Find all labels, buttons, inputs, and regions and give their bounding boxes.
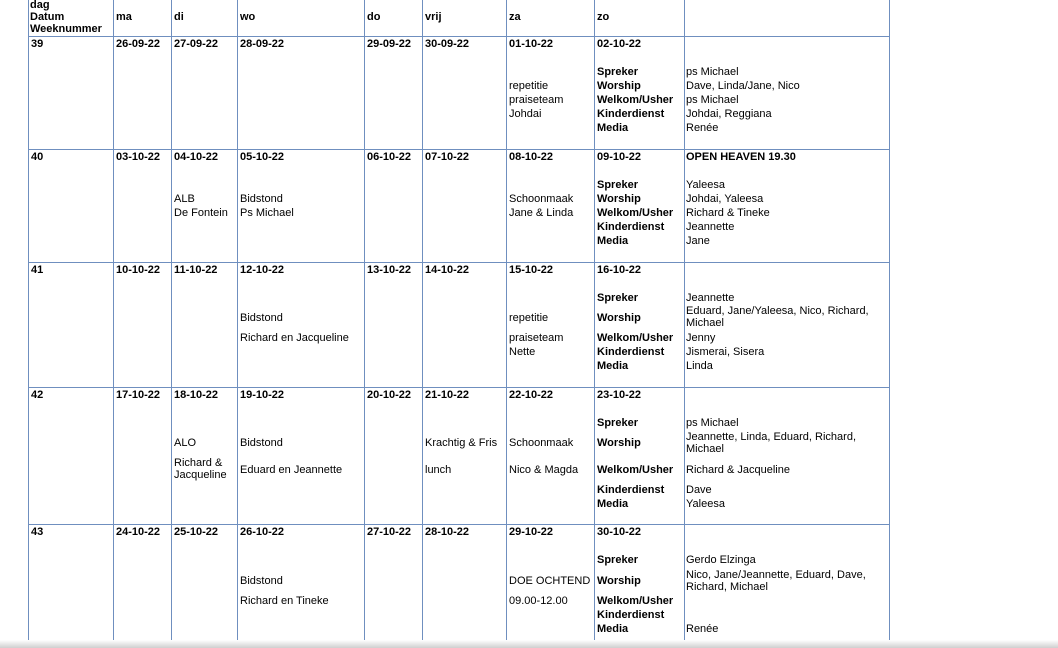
date-cell: 19-10-22: [240, 389, 285, 401]
role-label: Media: [597, 235, 629, 247]
grid-line: [28, 0, 29, 648]
header-dag: dag: [30, 0, 50, 11]
wo-activity: Bidstond: [240, 575, 283, 587]
za-activity: DOE OCHTEND: [509, 575, 591, 587]
date-cell: 10-10-22: [116, 264, 161, 276]
header-datum: Datum: [30, 11, 65, 23]
wo-activity: Bidstond: [240, 312, 283, 324]
role-name: Jeannette: [686, 221, 735, 233]
role-name: ps Michael: [686, 94, 739, 106]
date-cell: 29-10-22: [509, 526, 554, 538]
date-cell: 20-10-22: [367, 389, 412, 401]
role-label: Worship: [597, 575, 641, 587]
za-activity: repetitie: [509, 312, 549, 324]
date-cell: 05-10-22: [240, 151, 285, 163]
date-cell: 22-10-22: [509, 389, 554, 401]
wo-activity: Richard en Tineke: [240, 595, 329, 607]
date-cell: 30-10-22: [597, 526, 642, 538]
di-activity: De Fontein: [174, 207, 228, 219]
role-name: Jeannette: [686, 292, 735, 304]
special-service: OPEN HEAVEN 19.30: [686, 151, 796, 163]
role-name: ps Michael: [686, 417, 739, 429]
grid-line: [506, 0, 507, 648]
role-label: Welkom/Usher: [597, 207, 674, 219]
date-cell: 07-10-22: [425, 151, 470, 163]
header-ma: ma: [116, 11, 132, 23]
role-name: Johdai, Yaleesa: [686, 193, 764, 205]
header-zo: zo: [597, 11, 610, 23]
grid-line: [889, 0, 890, 648]
role-label: Kinderdienst: [597, 346, 665, 358]
za-activity: praiseteam: [509, 332, 564, 344]
role-label: Spreker: [597, 417, 638, 429]
wo-activity: Eduard en Jeannette: [240, 464, 343, 476]
role-name: Richard & Tineke: [686, 207, 770, 219]
role-label: Welkom/Usher: [597, 94, 674, 106]
di-activity: Richard & Jacqueline: [174, 457, 227, 481]
date-cell: 12-10-22: [240, 264, 285, 276]
header-di: di: [174, 11, 184, 23]
role-label: Worship: [597, 437, 641, 449]
date-cell: 28-09-22: [240, 38, 285, 50]
wo-activity: Bidstond: [240, 437, 283, 449]
role-name: Gerdo Elzinga: [686, 554, 756, 566]
date-cell: 25-10-22: [174, 526, 219, 538]
role-label: Welkom/Usher: [597, 464, 674, 476]
za-activity: Johdai: [509, 108, 542, 120]
role-label: Spreker: [597, 179, 638, 191]
grid-line: [364, 0, 365, 648]
date-cell: 23-10-22: [597, 389, 642, 401]
role-label: Worship: [597, 80, 641, 92]
role-label: Worship: [597, 312, 641, 324]
role-label: Media: [597, 498, 629, 510]
date-cell: 16-10-22: [597, 264, 642, 276]
week-number: 43: [31, 526, 44, 538]
date-cell: 11-10-22: [174, 264, 218, 276]
grid-line: [113, 0, 114, 648]
role-label: Kinderdienst: [597, 221, 665, 233]
role-label: Media: [597, 122, 629, 134]
date-cell: 30-09-22: [425, 38, 470, 50]
role-name: Yaleesa: [686, 179, 725, 191]
za-activity: Schoonmaak: [509, 437, 574, 449]
di-activity: ALB: [174, 193, 195, 205]
za-activity: praiseteam: [509, 94, 564, 106]
role-name: Renée: [686, 122, 719, 134]
za-activity: Nico & Magda: [509, 464, 579, 476]
week-number: 40: [31, 151, 44, 163]
date-cell: 17-10-22: [116, 389, 161, 401]
date-cell: 26-10-22: [240, 526, 285, 538]
za-activity: Nette: [509, 346, 536, 358]
header-za: za: [509, 11, 521, 23]
date-cell: 28-10-22: [425, 526, 470, 538]
role-label: Welkom/Usher: [597, 595, 674, 607]
date-cell: 09-10-22: [597, 151, 642, 163]
role-name: ps Michael: [686, 66, 739, 78]
di-activity: ALO: [174, 437, 197, 449]
date-cell: 06-10-22: [367, 151, 412, 163]
za-activity: Schoonmaak: [509, 193, 574, 205]
vrij-activity: Krachtig & Fris: [425, 437, 498, 449]
role-name: Linda: [686, 360, 713, 372]
grid-line: [171, 0, 172, 648]
role-name: Jeannette, Linda, Eduard, Richard, Michael: [686, 431, 857, 455]
za-activity: Jane & Linda: [509, 207, 574, 219]
date-cell: 26-09-22: [116, 38, 161, 50]
role-label: Media: [597, 360, 629, 372]
header-do: do: [367, 11, 381, 23]
date-cell: 21-10-22: [425, 389, 470, 401]
wo-activity: Ps Michael: [240, 207, 294, 219]
role-label: Kinderdienst: [597, 108, 665, 120]
week-number: 42: [31, 389, 44, 401]
date-cell: 29-09-22: [367, 38, 412, 50]
role-name: Eduard, Jane/Yaleesa, Nico, Richard, Michael: [686, 305, 869, 329]
grid-line: [594, 0, 595, 648]
role-name: Nico, Jane/Jeannette, Eduard, Dave, Richard, Michael: [686, 569, 866, 593]
role-label: Spreker: [597, 554, 638, 566]
za-activity: 09.00-12.00: [509, 595, 568, 607]
role-label: Spreker: [597, 66, 638, 78]
header-weeknummer: Weeknummer: [30, 23, 102, 35]
role-label: Kinderdienst: [597, 609, 665, 621]
date-cell: 27-09-22: [174, 38, 219, 50]
role-name: Yaleesa: [686, 498, 725, 510]
page-edge-shadow: [0, 640, 1058, 648]
wo-activity: Richard en Jacqueline: [240, 332, 349, 344]
header-vrij: vrij: [425, 11, 442, 23]
role-label: Welkom/Usher: [597, 332, 674, 344]
date-cell: 27-10-22: [367, 526, 412, 538]
week-number: 39: [31, 38, 44, 50]
date-cell: 14-10-22: [425, 264, 470, 276]
role-name: Renée: [686, 623, 719, 635]
date-cell: 02-10-22: [597, 38, 642, 50]
wo-activity: Bidstond: [240, 193, 283, 205]
date-cell: 04-10-22: [174, 151, 219, 163]
grid-line: [684, 0, 685, 648]
role-label: Spreker: [597, 292, 638, 304]
za-activity: repetitie: [509, 80, 549, 92]
role-name: Jismerai, Sisera: [686, 346, 765, 358]
role-label: Kinderdienst: [597, 484, 665, 496]
role-name: Jenny: [686, 332, 716, 344]
date-cell: 24-10-22: [116, 526, 161, 538]
role-name: Richard & Jacqueline: [686, 464, 790, 476]
header-wo: wo: [240, 11, 256, 23]
vrij-activity: lunch: [425, 464, 452, 476]
week-number: 41: [31, 264, 44, 276]
date-cell: 15-10-22: [509, 264, 554, 276]
date-cell: 03-10-22: [116, 151, 161, 163]
date-cell: 18-10-22: [174, 389, 219, 401]
role-label: Worship: [597, 193, 641, 205]
date-cell: 08-10-22: [509, 151, 554, 163]
role-name: Johdai, Reggiana: [686, 108, 772, 120]
grid-line: [237, 0, 238, 648]
role-name: Dave: [686, 484, 712, 496]
date-cell: 13-10-22: [367, 264, 412, 276]
role-name: Dave, Linda/Jane, Nico: [686, 80, 800, 92]
date-cell: 01-10-22: [509, 38, 554, 50]
role-label: Media: [597, 623, 629, 635]
role-name: Jane: [686, 235, 710, 247]
grid-line: [422, 0, 423, 648]
